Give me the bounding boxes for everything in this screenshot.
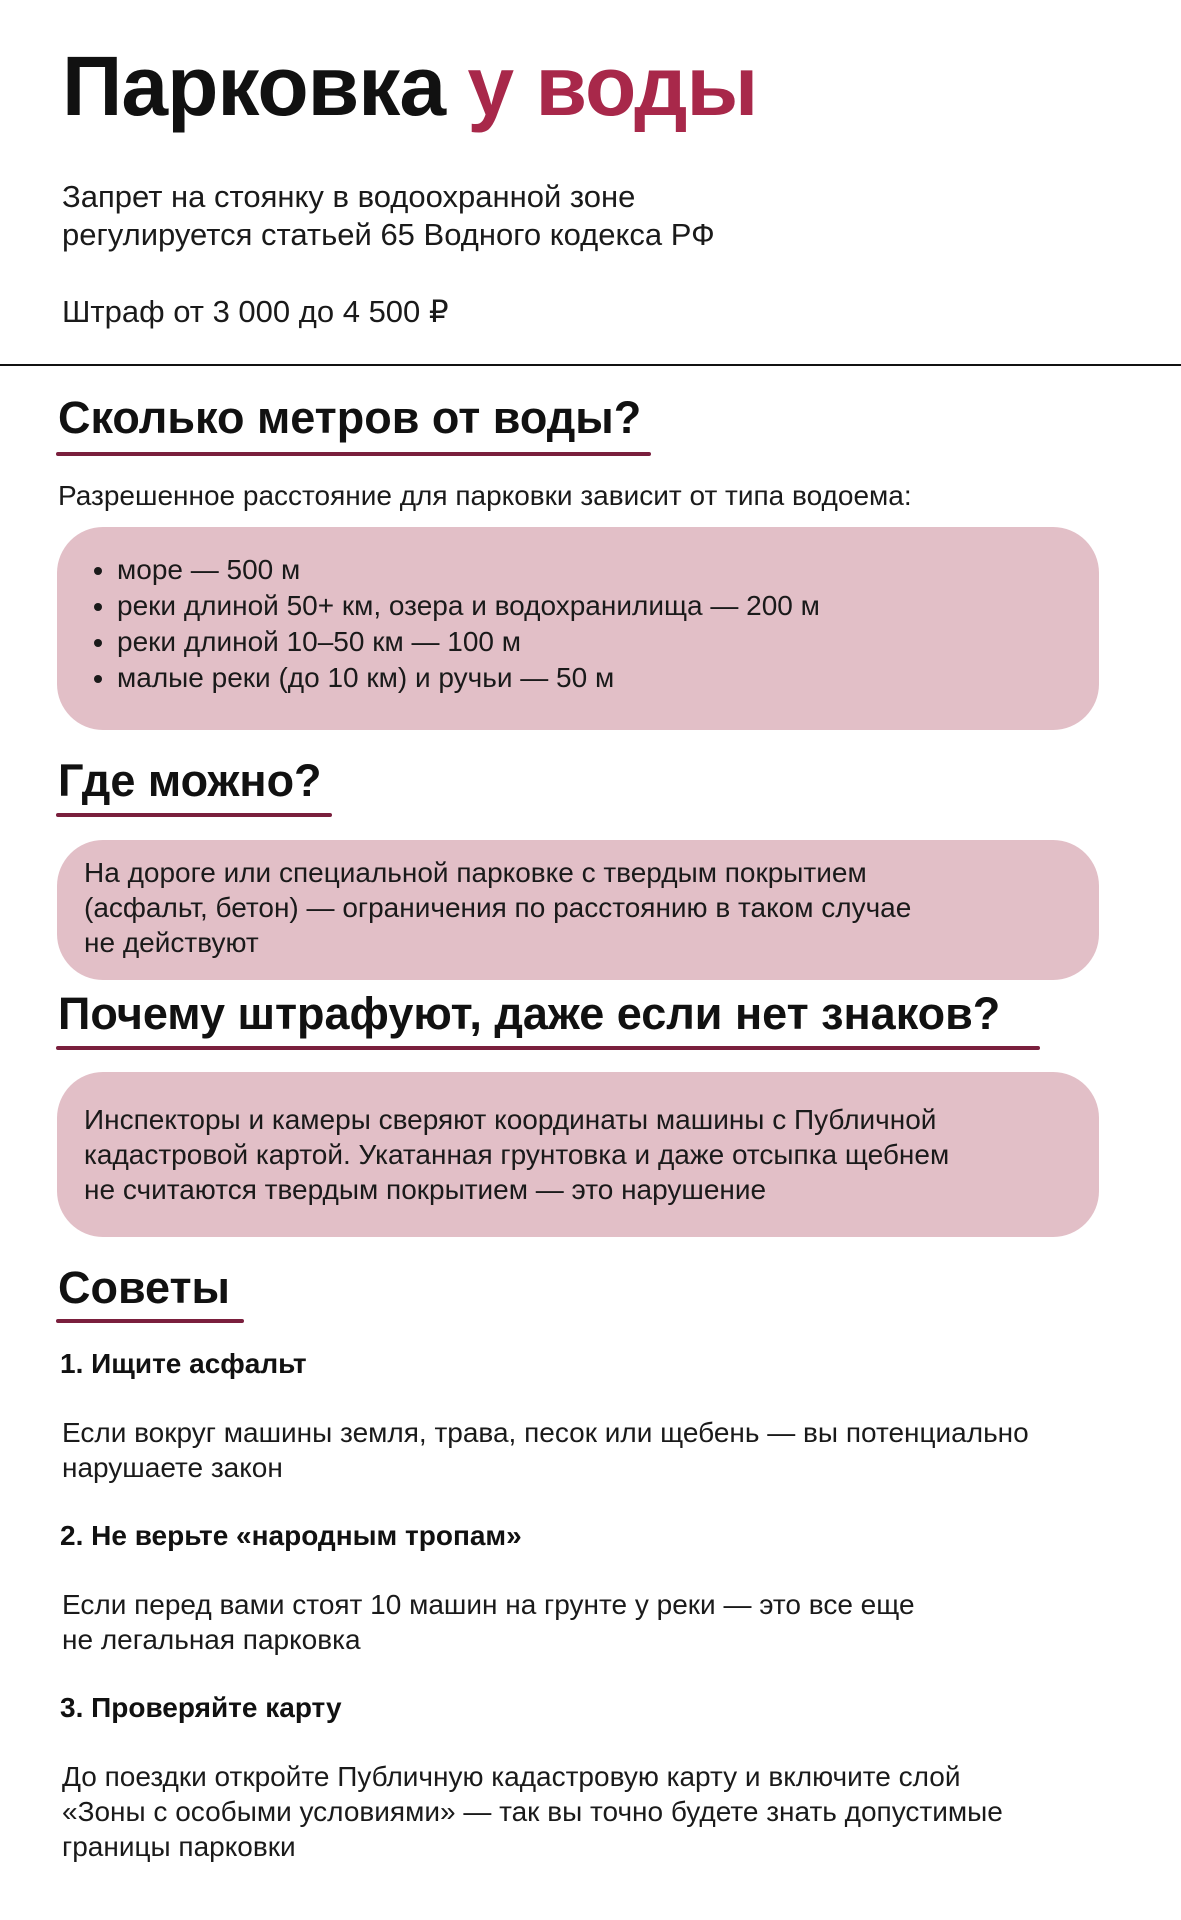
- tip-title: 3. Проверяйте карту: [60, 1692, 342, 1723]
- list-item: • реки длиной 10–50 км — 100 м: [117, 624, 1099, 660]
- text-line: не считаются твердым покрытием — это нарушение: [84, 1174, 767, 1205]
- section-heading-where: Где можно?: [58, 755, 322, 806]
- text-line: кадастровой картой. Укатанная грунтовка и даже отсыпка щебнем: [84, 1139, 950, 1170]
- section-heading-why: Почему штрафуют, даже если нет знаков?: [58, 988, 1001, 1039]
- text-line: «Зоны с особыми условиями» — так вы точно будете знать допустимые: [62, 1796, 1003, 1827]
- intro-line: Запрет на стоянку в водоохранной зоне: [62, 179, 636, 214]
- text-line: границы парковки: [62, 1831, 296, 1862]
- text-line: нарушаете закон: [62, 1452, 283, 1483]
- text-line: На дороге или специальной парковке с твердым покрытием: [84, 857, 867, 888]
- fine-amount: Штраф от 3 000 до 4 500 ₽: [62, 294, 449, 329]
- tip-title: 1. Ищите асфальт: [60, 1348, 307, 1379]
- tip-text: [62, 1759, 1003, 1864]
- tip-text: [62, 1415, 1029, 1485]
- page-title-accent: у воды: [467, 39, 758, 133]
- distance-lead: Разрешенное расстояние для парковки зависит от типа водоема:: [58, 480, 912, 511]
- text-line: Инспекторы и камеры сверяют координаты машины с Публичной: [84, 1104, 937, 1135]
- page-title: [62, 36, 757, 136]
- intro-line: регулируется статьей 65 Водного кодекса РФ: [62, 217, 715, 252]
- text-line: До поездки откройте Публичную кадастровую карту и включите слой: [62, 1761, 961, 1792]
- tip-text: [62, 1587, 915, 1657]
- section-heading-tips: Советы: [58, 1262, 230, 1313]
- heading-underline: [56, 1046, 1040, 1050]
- where-box: [57, 840, 1099, 980]
- tip-title: 2. Не верьте «народным тропам»: [60, 1520, 522, 1551]
- heading-underline: [56, 452, 651, 456]
- heading-underline: [56, 813, 332, 817]
- heading-underline: [56, 1319, 244, 1323]
- list-item: • реки длиной 50+ км, озера и водохранилища — 200 м: [117, 588, 1099, 624]
- where-text: [84, 855, 1099, 960]
- text-line: не действуют: [84, 927, 259, 958]
- why-box: [57, 1072, 1099, 1237]
- why-text: [84, 1102, 1099, 1207]
- text-line: (асфальт, бетон) — ограничения по расстоянию в таком случае: [84, 892, 912, 923]
- distance-box: [57, 527, 1099, 730]
- section-heading-distance: Сколько метров от воды?: [58, 392, 642, 443]
- list-item: • малые реки (до 10 км) и ручьи — 50 м: [117, 660, 1099, 696]
- intro-text: [62, 178, 715, 254]
- text-line: Если перед вами стоят 10 машин на грунте у реки — это все еще: [62, 1589, 915, 1620]
- divider: [0, 364, 1181, 366]
- list-item: • море — 500 м: [117, 552, 1099, 588]
- text-line: не легальная парковка: [62, 1624, 361, 1655]
- distance-list: [57, 552, 1099, 696]
- text-line: Если вокруг машины земля, трава, песок или щебень — вы потенциально: [62, 1417, 1029, 1448]
- page-title-main: Парковка: [62, 39, 446, 133]
